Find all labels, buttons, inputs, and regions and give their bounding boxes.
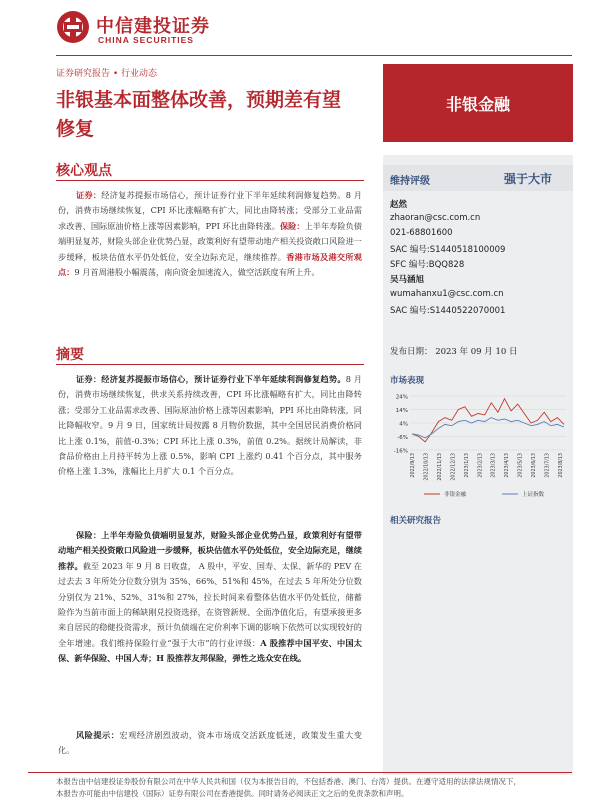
chart-x-tick-label: 2022/11/13 [437,453,443,481]
header-divider [56,55,572,56]
summary-insurance-para [58,528,362,667]
core-hk-text: 9 月首周港股小幅震荡，南向资金加速流入，做空活跃度有所上升。 [74,267,320,278]
chart-title: 市场表现 [390,376,425,386]
chart-x-tick-label: 2023/1/13 [464,453,470,478]
chart-x-tick-label: 2023/4/13 [505,453,511,478]
chart-x-tick-label: 2023/5/13 [518,453,524,478]
chart-x-tick-label: 2023/8/13 [559,453,564,478]
chart-legend-label: 上证指数 [522,492,545,498]
summary-heading: 摘要 [56,347,84,363]
summary-securities-bold: 证券：经济复苏提振市场信心，预计证券行业下半年延续利润修复趋势。 [76,374,346,384]
core-view-divider [56,180,364,181]
risk-para [58,728,362,759]
summary-insurance-tail: A 股推荐中国平安、中国太保、新华保险、中国人寿；H 股推荐友邦保险，弹性之选众安在线。 [58,637,362,664]
chart-svg [388,390,570,502]
chart-x-tick-label: 2023/3/13 [491,453,497,478]
summary-divider [56,364,364,365]
analyst1-email[interactable]: zhaoran@csc.com.cn [390,213,481,223]
related-reports-heading: 相关研究报告 [390,516,442,526]
footer-line-2: 本报告亦可能由中信建投（国际）证券有限公司在香港提供。同时请务必阅读正文之后的免责条款和声明。 [56,789,409,798]
analyst1-name: 赵然 [390,200,408,210]
company-logo [56,8,226,52]
chart-x-tick-label: 2023/6/13 [532,453,538,478]
summary-insurance-bold: 保险：上半年寿险负债端明显复苏，财险头部企业优势凸显，政策利好有望带动地产相关投资敞口风险进一步缓释，板块估值水平仍处低位，安全边际充足，继续推荐。 [58,530,362,571]
risk-text: 宏观经济剧烈波动，资本市场成交活跃度低迷，政策发生重大变化。 [58,730,362,756]
rating-value: 强于大市 [504,172,553,186]
core-securities-text: 经济复苏提振市场信心，预计证券行业下半年延续利润修复趋势。8 月份，消费市场继续恢复，CPI 环比涨幅略有扩大，同比由降转涨；受部分工业品需求改善、国际原油价格上涨等因素影响，PPI 环比由降转涨。 [58,190,362,231]
core-insurance-label: 保险： [279,220,305,231]
summary-securities-para [58,372,362,480]
rating-label: 维持评级 [390,176,430,187]
footer-line-1: 本报告由中信建投证券股份有限公司在中华人民共和国（仅为本报告目的，不包括香港、澳门、台湾）提供。在遵守适用的法律法规情况下， [56,777,521,786]
core-securities-label: 证券： [76,190,102,200]
analyst2-sac: SAC 编号:S1440522070001 [390,306,506,316]
company-name-cn: 中信建投证券 [96,16,210,37]
chart-x-tick-label: 2022/9/13 [411,453,416,478]
analyst2-name: 吴马涵旭 [390,275,425,285]
sector-label: 非银金融 [445,94,510,114]
core-hk-label: 香港市场及港交所观点： [58,251,362,278]
market-performance-chart [388,390,570,502]
risk-label: 风险提示： [76,730,120,740]
summary-securities-text: 8 月份，消费市场继续恢复，供求关系持续改善，CPI 环比涨幅略有扩大，同比由降转涨；受部分工业品需求改善、国际原油价格上涨等因素影响，PPI 环比由降转涨，同比降幅收窄。9 月 9 日，国家统计局按露 8 月物价数据，其中全国居民消费价格同比上涨 0.1%，前值-0.3%；CPI 环比上涨 0.3%，前值 0.2%。据统计局解读，非食品价格由上月持平转为上涨 0.5%，影响 CPI 上涨约 0.41 个百分点，其中服务价格上涨 1.3%，涨幅比上月扩大 0.1 个百分点。 [58,374,362,477]
chart-x-tick-label: 2022/12/13 [451,453,457,481]
chart-legend-label: 非银金融 [444,492,467,498]
chart-y-tick-label: 24% [395,394,408,401]
summary-insurance-text: 截至 2023 年 9 月 8 日收盘， A 股中，平安、国寿、太保、新华的 PEV 在过去去 3 年所处分位数分别为 35%、66%、51%和 45%，在过去 5 年所处分位数分别仅为 21%、52%、31%和 27%，拉长时间来看整体估值水平仍处低位，储蓄险作为当前市面上的稀缺刚兑投资选择，在资管新规、全面净值化后，有望承接更多来自居民的稳健投资需求，预计负债端在定价利率下调的影响下依然可以实现较好的全年增速。我们维持保险行业“强于大市”的行业评级： [58,560,362,648]
analyst2-email[interactable]: wumahanxu1@csc.com.cn [390,289,504,299]
chart-y-tick-label: -16% [393,448,408,455]
chart-y-tick-label: 14% [395,408,408,414]
chart-x-tick-label: 2022/10/13 [424,453,430,481]
chart-x-tick-label: 2023/7/13 [545,453,551,478]
page-title [56,86,376,144]
core-view-body [58,188,362,280]
company-name-en: CHINA SECURITIES [98,35,194,45]
core-insurance-text: 上半年寿险负债端明显复苏，财险头部企业优势凸显，政策利好有望带动地产相关投资敞口风险进一步缓释，板块估值水平仍处低位，安全边际充足，继续推荐。 [58,220,362,262]
analyst1-sfc: SFC 编号:BQQ828 [390,260,465,270]
analyst1-sac: SAC 编号:S1440518100009 [390,245,506,255]
chart-x-tick-label: 2023/2/13 [478,453,484,478]
chart-y-tick-label: 4% [399,421,408,428]
citic-logo-icon [56,10,90,44]
publish-date: 发布日期： 2023 年 09 月 10 日 [390,347,518,357]
chart-series-line [412,399,564,442]
disclaimer-footer [56,776,596,800]
sector-badge [383,64,573,142]
title-line-1: 非银基本面整体改善，预期差有望 [56,89,342,111]
footer-divider [28,772,572,773]
title-line-2: 修复 [56,118,95,140]
analyst1-phone: 021-68801600 [390,228,453,238]
core-view-heading: 核心观点 [56,163,112,179]
chart-y-tick-label: -6% [397,435,408,441]
report-type: 证券研究报告 • 行业动态 [56,69,158,79]
